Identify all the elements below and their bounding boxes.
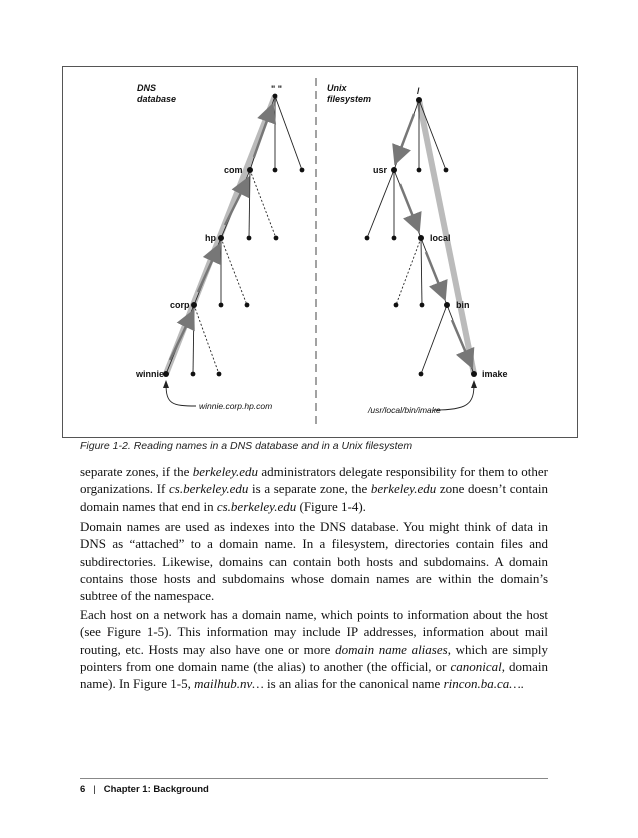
italic-term: rincon.ba.ca…. [443, 676, 525, 692]
dns-tree [166, 96, 302, 374]
figure-caption: Figure 1-2. Reading names in a DNS database and in a Unix filesystem [80, 440, 413, 452]
footer-rule [80, 778, 548, 779]
dns-heading-line1: DNS [137, 83, 157, 93]
text-run: (Figure 1-4). [296, 498, 366, 514]
unix-heading-line1: Unix [327, 83, 347, 93]
unix-heading-line2: filesystem [327, 94, 372, 104]
text-run: , which are simply pointers from one domain name (the alias) to another (the official, or [80, 641, 548, 674]
unix-node-local: local [430, 233, 451, 243]
page-footer [80, 784, 209, 795]
italic-term: domain name aliases [335, 641, 448, 657]
text-run: zone doesn’t contain domain names that end in [80, 481, 548, 514]
italic-term: berkeley.edu [370, 481, 437, 497]
dns-callout-curve [166, 384, 196, 406]
dns-node-winnie: winnie [136, 369, 165, 379]
text-run: is an alias for the canonical name [263, 676, 444, 692]
page-number: 6 [80, 784, 86, 795]
unix-node-bin: bin [456, 300, 470, 310]
paragraph-2 [80, 518, 548, 604]
unix-path-name: /usr/local/bin/imake [368, 405, 441, 415]
text-run: Domain names are used as indexes into the DNS database. You might think of data in DNS as “attached” to a domain name. In a filesystem, directories contain files and subdirectories. Likewise, domains can contain both hosts and subdomains. A domain contains those hosts and subdomains whose domain names are within the domain’s subtree of the namespace. [80, 519, 548, 604]
unix-node-imake: imake [482, 369, 508, 379]
italic-term: canonical [450, 658, 502, 674]
dns-root-label: " " [271, 84, 283, 94]
text-run: is a separate zone, the [248, 481, 371, 497]
dns-heading-line2: database [137, 94, 177, 104]
italic-term: mailhub.nv… [194, 676, 264, 692]
italic-term: cs.berkeley.edu [168, 481, 249, 497]
italic-term: berkeley.edu [192, 464, 259, 479]
footer-separator: | [93, 784, 96, 795]
dns-node-hp: hp [205, 233, 216, 243]
unix-node-usr: usr [373, 165, 388, 175]
text-run: separate zones, if the [80, 464, 193, 479]
chapter-title: Chapter 1: Background [103, 784, 209, 795]
unix-callout-arrowhead [471, 380, 477, 388]
dns-path-name: winnie.corp.hp.com [199, 401, 273, 411]
paragraph-3 [80, 606, 548, 692]
dns-callout-arrowhead [163, 380, 169, 388]
text-run: , domain name). In Figure 1-5, [80, 658, 548, 692]
dns-node-com: com [224, 165, 243, 175]
unix-root-label: / [417, 86, 420, 96]
text-run: Each host on a network has a domain name, which points to information about the host (see Figure 1-5). This information may include IP addresses, information about mail routing, etc. Hosts may also have one or more [80, 607, 548, 657]
paragraph-1 [80, 463, 548, 515]
italic-term: cs.berkeley.edu [216, 498, 297, 514]
text-run: administrators delegate responsibility for them to other organizations. If [80, 464, 548, 497]
unix-nodes [365, 97, 477, 377]
dns-node-corp: corp [170, 300, 190, 310]
